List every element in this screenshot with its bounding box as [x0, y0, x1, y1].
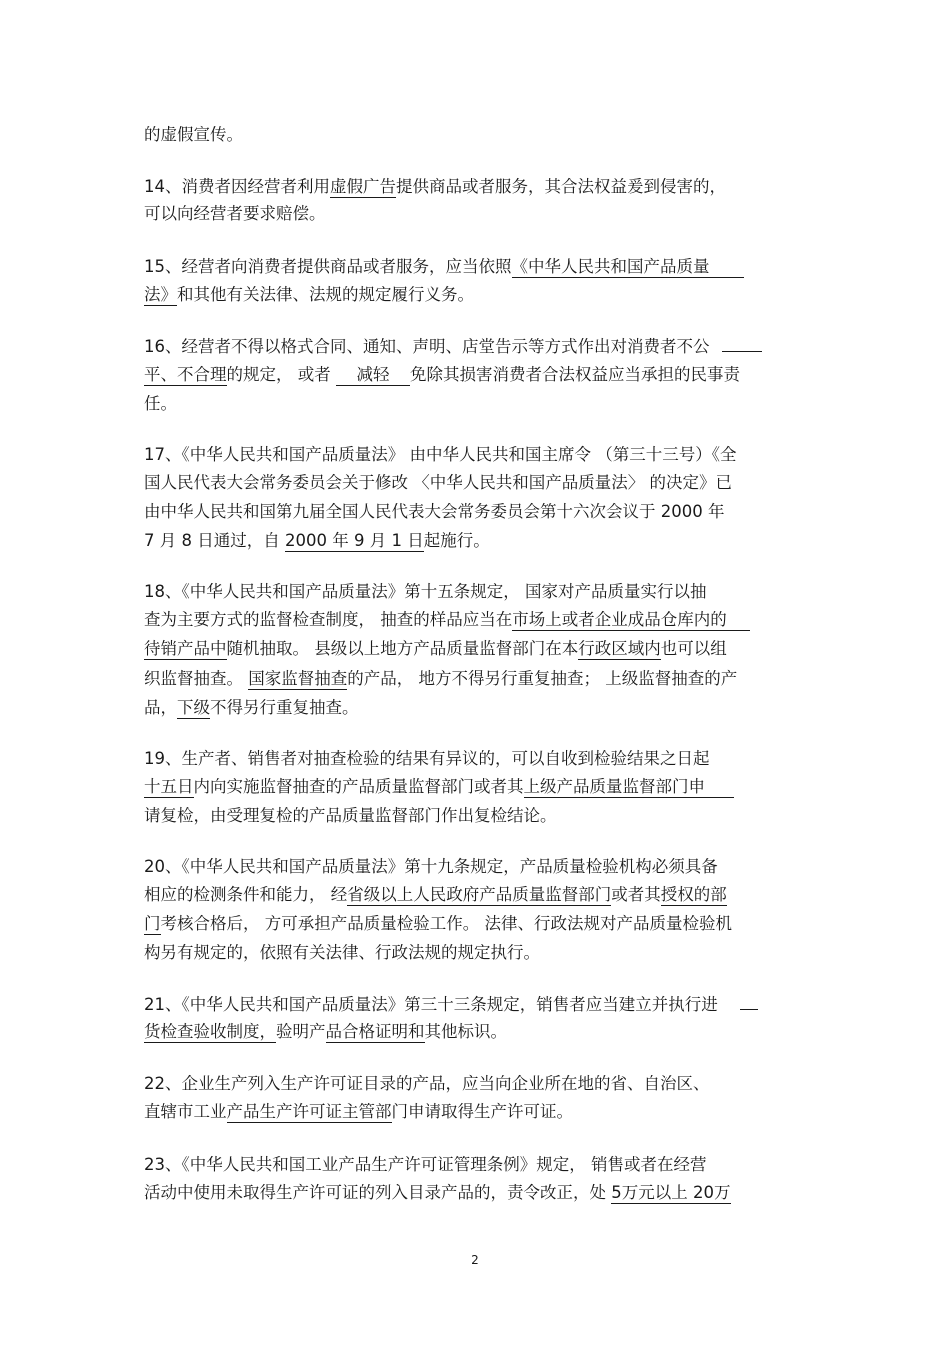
- text-line: [144, 335, 762, 358]
- text-line: [144, 993, 758, 1016]
- answer-blank: [722, 335, 762, 352]
- text-line: [144, 124, 243, 146]
- text-line: [144, 444, 737, 466]
- text: 相应的检测条件和能力， 经: [144, 885, 348, 904]
- text: 其他标识。: [424, 1022, 507, 1041]
- text-line: [144, 364, 740, 386]
- underlined-answer: 行政区域内: [578, 639, 661, 658]
- text: 随机抽取。 县级以上地方产品质量监督部门在本: [226, 639, 579, 658]
- text: 的规定， 或者: [226, 365, 336, 384]
- text: 7 月 8 日通过，自: [144, 531, 285, 550]
- text-line: [144, 256, 744, 278]
- text: 由中华人民共和国第九届全国人民代表大会常务委员会第十六次会议于 2000 年: [144, 502, 725, 521]
- text-line: [144, 748, 710, 770]
- text-line: [144, 1154, 707, 1176]
- text: 查为主要方式的监督检查制度， 抽查的样品应当在: [144, 610, 513, 629]
- text: 验明产: [276, 1022, 326, 1041]
- text: 22、企业生产列入生产许可证目录的产品，应当向企业所在地的省、自治区、: [144, 1074, 710, 1093]
- page-number: 2: [471, 1253, 479, 1267]
- text-line: [144, 884, 727, 906]
- text-line: [144, 176, 726, 198]
- text: 活动中使用未取得生产许可证的列入目录产品的，责令改正，处: [144, 1183, 612, 1202]
- text-line: [144, 1182, 731, 1204]
- text-line: [144, 856, 718, 878]
- underlined-answer: 2000 年 9 月 1 日: [284, 531, 424, 550]
- text: 18、《中华人民共和国产品质量法》第十五条规定， 国家对产品质量实行以抽: [144, 582, 707, 601]
- underlined-answer: 货检查验收制度，: [144, 1022, 276, 1041]
- text: 23、《中华人民共和国工业产品生产许可证管理条例》规定， 销售或者在经营: [144, 1155, 707, 1174]
- underlined-answer: 《中华人民共和国产品质量: [512, 257, 744, 278]
- text: 织监督抽查。: [144, 669, 249, 688]
- text-line: [144, 203, 326, 225]
- underlined-answer: 十五日: [144, 777, 194, 796]
- underlined-answer: 上级产品质量监督部门申: [524, 777, 734, 798]
- underlined-answer: 法》: [144, 285, 177, 304]
- text-line: [144, 638, 727, 660]
- underlined-answer: 下级: [177, 698, 210, 717]
- text: 21、《中华人民共和国产品质量法》第三十三条规定，销售者应当建立并执行进: [144, 995, 718, 1014]
- text: 构另有规定的，依照有关法律、行政法规的规定执行。: [144, 943, 540, 962]
- text: 国人民代表大会常务委员会关于修改 〈中华人民共和国产品质量法〉 的决定》已: [144, 473, 732, 492]
- underlined-answer: 品合格证明和: [325, 1022, 425, 1041]
- text-line: [144, 581, 707, 603]
- underlined-answer: 平、不合理: [144, 365, 227, 384]
- underlined-answer: 虚假广告: [330, 177, 396, 196]
- text: 的虚假宣传。: [144, 125, 243, 144]
- text-line: [144, 776, 734, 798]
- text-line: [144, 609, 750, 631]
- text: 17、《中华人民共和国产品质量法》 由中华人民共和国主席令 （第三十三号）《全: [144, 445, 737, 464]
- text-line: [144, 1101, 573, 1123]
- text: 直辖市工业: [144, 1102, 227, 1121]
- text-line: [144, 472, 732, 494]
- text: 和其他有关法律、法规的规定履行义务。: [177, 285, 474, 304]
- text: 提供商品或者服务，其合法权益爰到侵害的，: [396, 177, 726, 196]
- text-line: [144, 1021, 507, 1043]
- underlined-answer: 授权的部: [660, 885, 727, 904]
- text-line: [144, 942, 540, 964]
- text: 任。: [144, 394, 177, 413]
- text-line: [144, 393, 177, 415]
- text-line: [144, 913, 732, 935]
- text: 免除其损害消费者合法权益应当承担的民事责: [410, 365, 740, 384]
- text-line: [144, 697, 359, 719]
- underlined-answer: 门: [144, 914, 161, 933]
- text: 15、经营者向消费者提供商品或者服务，应当依照: [144, 257, 512, 276]
- text: 或者其: [611, 885, 661, 904]
- text: 的产品， 地方不得另行重复抽查； 上级监督抽查的产: [347, 669, 738, 688]
- text: 可以向经营者要求赔偿。: [144, 204, 326, 223]
- text: 14、消费者因经营者利用: [144, 177, 330, 196]
- text: 起施行。: [423, 531, 490, 550]
- text: 门申请取得生产许可证。: [391, 1102, 573, 1121]
- underlined-answer: 市场上或者企业成品仓库内的: [512, 610, 750, 631]
- underlined-answer: 待销产品中: [144, 639, 227, 658]
- text-line: [144, 805, 557, 827]
- text-line: [144, 501, 724, 523]
- text: 19、生产者、销售者对抽查检验的结果有异议的，可以自收到检验结果之日起: [144, 749, 710, 768]
- text: 不得另行重复抽查。: [210, 698, 359, 717]
- text: 内向实施监督抽查的产品质量监督部门或者其: [193, 777, 524, 796]
- underlined-answer: 省级以上人民政府产品质量监督部门: [347, 885, 612, 904]
- text: 请复检，由受理复检的产品质量监督部门作出复检结论。: [144, 806, 557, 825]
- text-line: [144, 668, 737, 690]
- text: 20、《中华人民共和国产品质量法》第十九条规定，产品质量检验机构必须具备: [144, 857, 718, 876]
- text-line: [144, 284, 474, 306]
- text: 品，: [144, 698, 177, 717]
- text-line: [144, 530, 490, 552]
- underlined-answer: 5万元以上 20万: [611, 1183, 731, 1202]
- text: 16、经营者不得以格式合同、通知、声明、店堂告示等方式作出对消费者不公: [144, 337, 710, 356]
- underlined-answer: 产品生产许可证主管部: [226, 1102, 392, 1121]
- answer-blank: [740, 993, 758, 1010]
- underlined-answer: 减轻: [336, 365, 410, 386]
- text: 考核合格后， 方可承担产品质量检验工作。 法律、行政法规对产品质量检验机: [160, 914, 732, 933]
- underlined-answer: 国家监督抽查: [248, 669, 348, 688]
- text: 也可以组: [660, 639, 727, 658]
- text-line: [144, 1073, 710, 1095]
